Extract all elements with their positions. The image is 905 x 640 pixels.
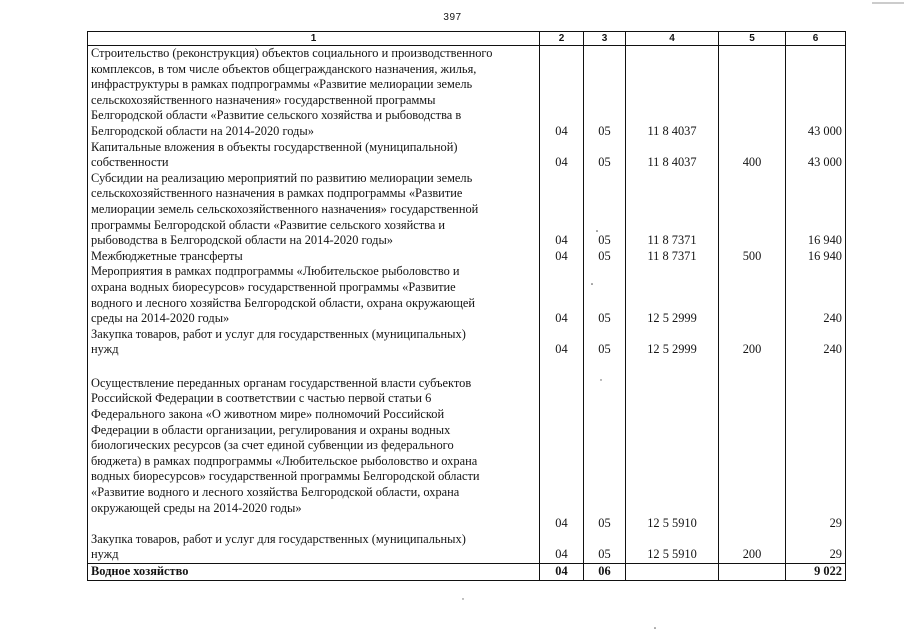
table-row — [88, 171, 846, 249]
description-line: Белгородской области «Развитие сельского хозяйства и рыбоводства в — [91, 108, 462, 123]
section-code-cell: 04 — [540, 140, 584, 171]
description-line: Субсидии на реализацию мероприятий по развитию мелиорации земель — [91, 170, 473, 185]
header-col-6: 6 — [786, 32, 846, 46]
section-code-cell: 04 — [540, 564, 584, 581]
amount-cell: 240 — [786, 327, 846, 358]
description-cell — [88, 327, 540, 358]
description-line: нужд — [91, 342, 119, 357]
table-row — [88, 249, 846, 265]
header-col-3: 3 — [584, 32, 626, 46]
description-line: Закупка товаров, работ и услуг для государственных (муниципальных) — [91, 326, 466, 341]
section-code-cell: 04 — [540, 327, 584, 358]
target-article-cell: 11 8 7371 — [626, 249, 719, 265]
header-col-5: 5 — [719, 32, 786, 46]
subsection-code-cell: 05 — [584, 327, 626, 358]
description-line: Капитальные вложения в объекты государственной (муниципальной) — [91, 139, 458, 154]
description-line: инфраструктуры в рамках подпрограммы «Развитие мелиорации земель — [91, 77, 473, 92]
description-line: мелиорации земель сельскохозяйственного назначения» государственной — [91, 201, 479, 216]
section-code-cell: 04 — [540, 264, 584, 326]
scan-dot — [462, 598, 463, 599]
description-cell — [88, 46, 540, 140]
subsection-code-cell: 05 — [584, 171, 626, 249]
subsection-code-cell: 06 — [584, 564, 626, 581]
table-header-row — [88, 32, 846, 46]
expense-type-cell: 200 — [719, 327, 786, 358]
table-row — [88, 264, 846, 326]
description-line: охрана водных биоресурсов» государственной программы «Развитие — [91, 279, 456, 294]
expense-type-cell: 500 — [719, 249, 786, 265]
subsection-code-cell: 05 — [584, 264, 626, 326]
description-line: Осуществление переданных органам государственной власти субъектов — [91, 375, 472, 390]
description-line: водных биоресурсов» государственной программы Белгородской области — [91, 469, 480, 484]
target-article-cell: 12 5 5910 — [626, 532, 719, 564]
description-line: Строительство (реконструкция) объектов социального и производственного — [91, 46, 493, 60]
amount-cell: 240 — [786, 264, 846, 326]
description-line: Мероприятия в рамках подпрограммы «Любительское рыболовство и — [91, 264, 460, 279]
subsection-code-cell: 05 — [584, 358, 626, 532]
description-line: сельскохозяйственного назначения в рамках подпрограммы «Развитие — [91, 186, 463, 201]
table-row — [88, 46, 846, 140]
description-line: «Развитие водного и лесного хозяйства Белгородской области, охрана — [91, 485, 460, 500]
target-article-cell: 12 5 2999 — [626, 327, 719, 358]
subsection-code-cell: 05 — [584, 249, 626, 265]
page-number: 397 — [443, 12, 462, 23]
amount-cell: 43 000 — [786, 46, 846, 140]
target-article-cell: 11 8 4037 — [626, 140, 719, 171]
description-line: водного и лесного хозяйства Белгородской области, охрана окружающей — [91, 295, 476, 310]
amount-cell: 29 — [786, 532, 846, 564]
subsection-code-cell: 05 — [584, 532, 626, 564]
description-line: бюджета) в рамках подпрограммы «Любительское рыболовство и охрана — [91, 453, 478, 468]
expense-type-cell — [719, 564, 786, 581]
section-code-cell: 04 — [540, 358, 584, 532]
description-cell — [88, 532, 540, 564]
description-line: нужд — [91, 547, 119, 562]
subsection-code-cell: 05 — [584, 140, 626, 171]
description-line: среды на 2014-2020 годы» — [91, 311, 230, 326]
amount-cell: 16 940 — [786, 171, 846, 249]
description-line: Закупка товаров, работ и услуг для государственных (муниципальных) — [91, 531, 466, 546]
header-col-1: 1 — [88, 32, 540, 46]
section-code-cell: 04 — [540, 171, 584, 249]
description-cell — [88, 264, 540, 326]
amount-cell: 29 — [786, 358, 846, 532]
table-row — [88, 564, 846, 581]
description-line: Российской Федерации в соответствии с частью первой статьи 6 — [91, 391, 432, 406]
table-row — [88, 358, 846, 532]
target-article-cell: 11 8 4037 — [626, 46, 719, 140]
description-line: программы Белгородской области «Развитие сельского хозяйства и — [91, 217, 446, 232]
description-cell — [88, 564, 540, 581]
expense-type-cell: 200 — [719, 532, 786, 564]
budget-table — [87, 31, 846, 581]
target-article-cell: 11 8 7371 — [626, 171, 719, 249]
expense-type-cell: 400 — [719, 140, 786, 171]
description-line: Водное хозяйство — [91, 564, 189, 578]
target-article-cell — [626, 564, 719, 581]
description-line: Федерации в области организации, регулирования и охраны водных — [91, 422, 451, 437]
scan-dot — [654, 627, 656, 629]
target-article-cell: 12 5 5910 — [626, 358, 719, 532]
description-line: биологических ресурсов (за счет единой субвенции из федерального — [91, 438, 454, 453]
description-cell — [88, 249, 540, 265]
description-line — [91, 516, 536, 532]
description-line: сельскохозяйственного назначения» государственной программы — [91, 92, 436, 107]
header-col-2: 2 — [540, 32, 584, 46]
description-cell — [88, 358, 540, 532]
table-row — [88, 327, 846, 358]
table-row — [88, 140, 846, 171]
amount-cell: 16 940 — [786, 249, 846, 265]
amount-cell: 9 022 — [786, 564, 846, 581]
table-row — [88, 532, 846, 564]
description-line: собственности — [91, 155, 169, 170]
description-cell — [88, 171, 540, 249]
section-code-cell: 04 — [540, 249, 584, 265]
description-line: Межбюджетные трансферты — [91, 248, 243, 263]
table-body — [88, 46, 846, 581]
target-article-cell: 12 5 2999 — [626, 264, 719, 326]
expense-type-cell — [719, 358, 786, 532]
header-col-4: 4 — [626, 32, 719, 46]
expense-type-cell — [719, 171, 786, 249]
description-line: окружающей среды на 2014-2020 годы» — [91, 500, 302, 515]
description-line: рыбоводства в Белгородской области на 2014-2020 годы» — [91, 233, 393, 248]
expense-type-cell — [719, 264, 786, 326]
section-code-cell: 04 — [540, 46, 584, 140]
description-line: комплексов, в том числе объектов общегражданского назначения, жилья, — [91, 61, 477, 76]
description-cell — [88, 140, 540, 171]
amount-cell: 43 000 — [786, 140, 846, 171]
subsection-code-cell: 05 — [584, 46, 626, 140]
section-code-cell: 04 — [540, 532, 584, 564]
description-line: Белгородской области на 2014-2020 годы» — [91, 123, 314, 138]
description-line: Федерального закона «О животном мире» полномочий Российской — [91, 407, 445, 422]
expense-type-cell — [719, 46, 786, 140]
